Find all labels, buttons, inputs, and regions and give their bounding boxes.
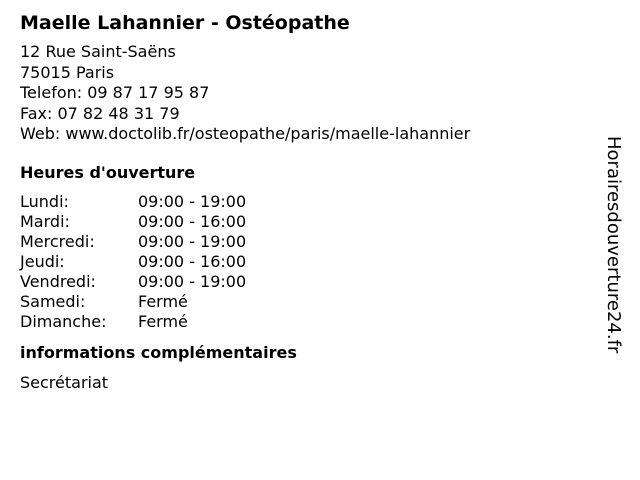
hours-value: 09:00 - 16:00 [138, 251, 247, 271]
day-label: Samedi: [20, 291, 86, 311]
website-link[interactable]: Web: www.doctolib.fr/osteopathe/paris/maelle-lahannier [20, 124, 471, 143]
hours-row-thursday [20, 252, 600, 272]
day-label: Vendredi: [20, 271, 96, 291]
hours-value: 09:00 - 16:00 [138, 211, 247, 231]
phone-number: Telefon: 09 87 17 95 87 [20, 83, 210, 102]
hours-value: Fermé [138, 311, 188, 331]
day-label: Mercredi: [20, 231, 95, 251]
opening-hours-table [20, 192, 600, 332]
hours-value: 09:00 - 19:00 [138, 231, 247, 251]
city-postal: 75015 Paris [20, 62, 115, 82]
hours-row-monday [20, 192, 600, 212]
hours-row-saturday [20, 292, 600, 312]
opening-hours-heading: Heures d'ouverture [20, 162, 196, 182]
hours-value: 09:00 - 19:00 [138, 271, 247, 291]
hours-row-tuesday [20, 212, 600, 232]
site-watermark: Horairesdouverture24.fr [603, 136, 624, 354]
business-card [20, 10, 600, 393]
day-label: Jeudi: [20, 251, 65, 271]
day-label: Lundi: [20, 191, 69, 211]
hours-row-friday [20, 272, 600, 292]
additional-info-heading: informations complémentaires [20, 342, 297, 362]
hours-row-wednesday [20, 232, 600, 252]
fax-number: Fax: 07 82 48 31 79 [20, 103, 180, 123]
street-address: 12 Rue Saint-Saëns [20, 42, 176, 61]
additional-info-text: Secrétariat [20, 372, 109, 392]
day-label: Dimanche: [20, 311, 107, 331]
hours-value: Fermé [138, 291, 188, 311]
hours-row-sunday [20, 312, 600, 332]
day-label: Mardi: [20, 211, 70, 231]
hours-value: 09:00 - 19:00 [138, 191, 247, 211]
business-name: Maelle Lahannier - Ostéopathe [20, 12, 350, 34]
